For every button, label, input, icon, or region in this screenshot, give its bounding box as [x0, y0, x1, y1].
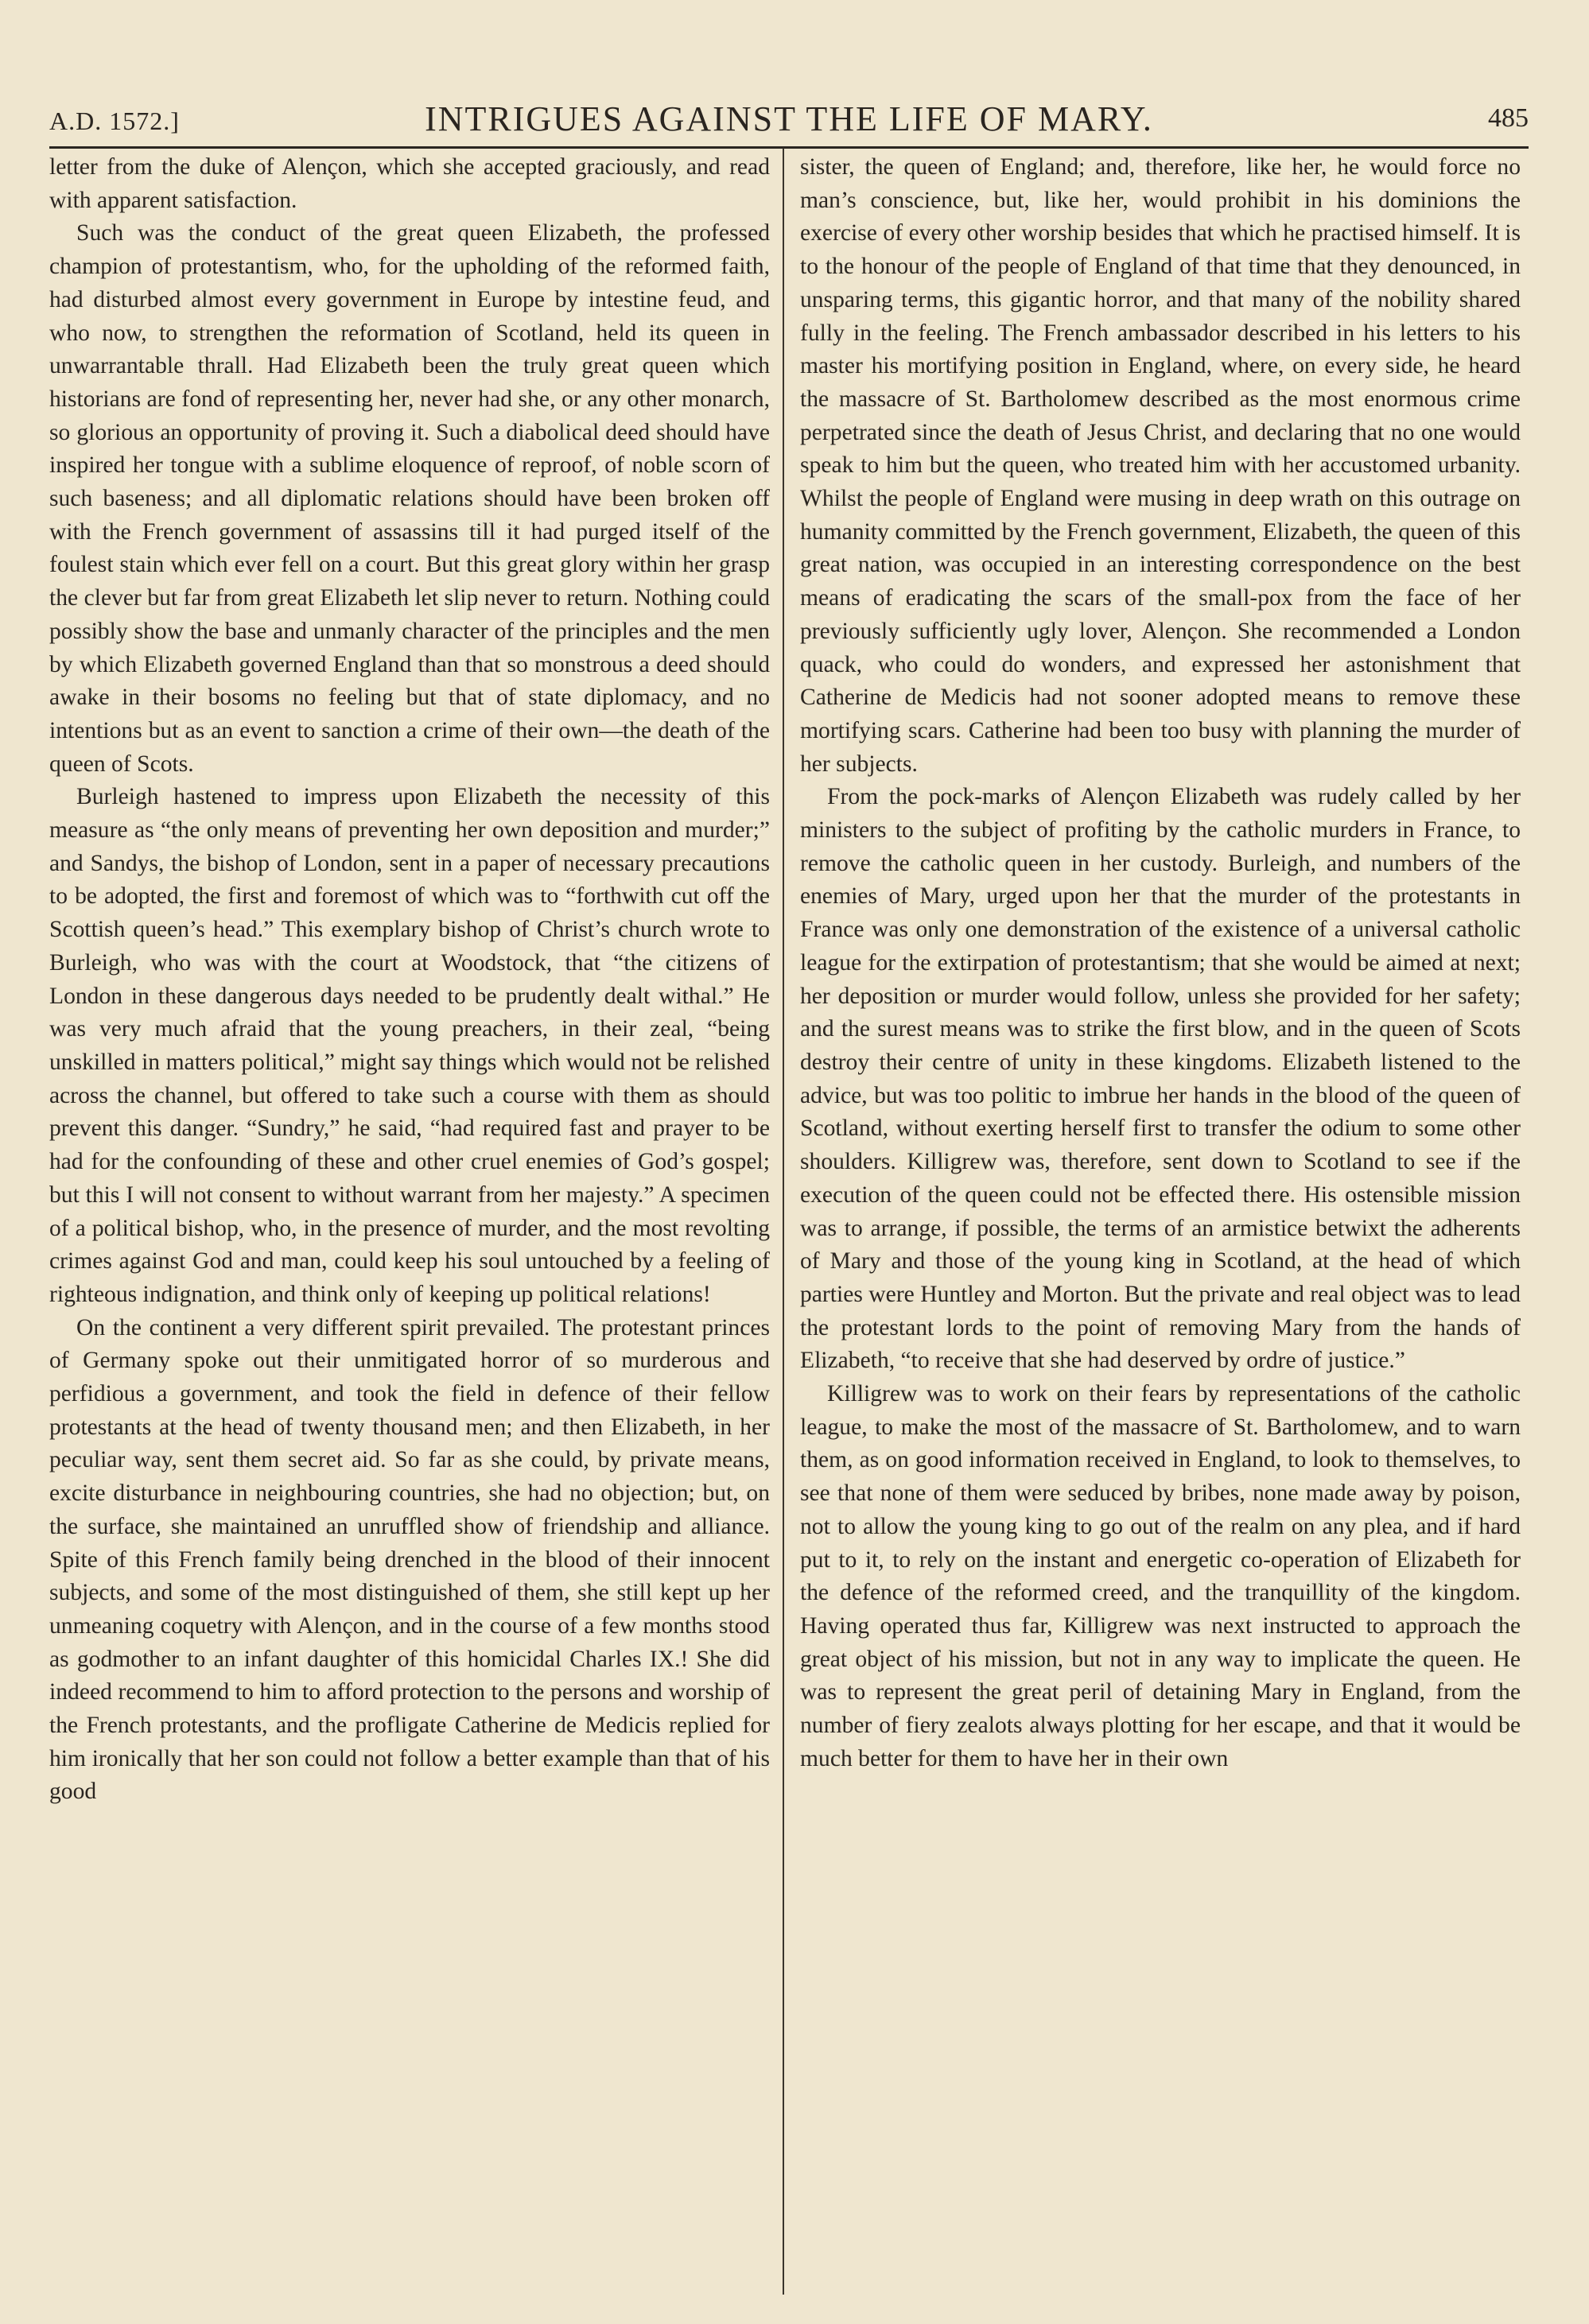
paragraph: From the pock-marks of Alençon Elizabeth was rudely called by her ministers to the subject of profiting by the catholic murders in France, to remove the catholic queen in her custody. Burleigh, and numbers of the enemies of Mary, urged upon her that the murder of the protestants in France was only one demonstration of the existence of a universal catholic league for the extirpation of protestantism; that she would be aimed at next; her deposition or murder would follow, unless she provided for her safety; and the surest means was to strike the first blow, and in the queen of Scots destroy their centre of unity in these kingdoms. Elizabeth listened to the advice, but was too politic to imbrue her hands in the blood of the queen of Scotland, without exerting herself first to transfer the odium to some other shoulders. Killigrew was, therefore, sent down to Scotland to see if the execution of the queen could not be effected there. His ostensible mission was to arrange, if possible, the terms of an armistice betwixt the adherents of Mary and those of the young king in Scotland, at the head of which parties were Huntley and Morton. But the private and real object was to lead the protestant lords to the point of removing Mary from the hands of Elizabeth, “to receive that she had deserved by ordre of justice.”: [800, 784, 1521, 1374]
running-header: [49, 95, 1529, 140]
header-rule: [49, 146, 1529, 149]
column-divider: [783, 148, 784, 2295]
paragraph: On the continent a very different spirit prevailed. The protestant princes of Germany spoke out their unmitigated horror of so murderous and perfidious a government, and took the field in defence of their fellow protestants at the head of twenty thousand men; and then Elizabeth, in her peculiar way, sent them secret aid. So far as she could, by private means, excite disturbance in neighbouring countries, she had no objection; but, on the surface, she maintained an unruffled show of friendship and alliance. Spite of this French family being drenched in the blood of their innocent subjects, and some of the most distinguished of them, she still kept up her unmeaning coquetry with Alençon, and in the course of a few months stood as godmother to an infant daughter of this homicidal Charles IX.! She did indeed recommend to him to afford protection to the persons and worship of the French protestants, and the profligate Catherine de Medicis replied for him ironically that her son could not follow a better example than that of his good: [49, 1314, 770, 1805]
paragraph: Killigrew was to work on their fears by representations of the catholic league, to make the most of the massacre of St. Bartholomew, and to warn them, as on good information received in England, to look to themselves, to see that none of them were seduced by bribes, none made away by poison, not to allow the young king to go out of the realm on any plea, and if hard put to it, to rely on the instant and energetic co-operation of Elizabeth for the defence of the reformed creed, and the tranquillity of the kingdom. Having operated thus far, Killigrew was next instructed to approach the great object of his mission, but not in any way to implicate the queen. He was to represent the great peril of detaining Mary in England, from the number of fiery zealots always plotting for her escape, and that it would be much better for them to have her in their own: [800, 1381, 1521, 1771]
header-date: A.D. 1572.]: [49, 107, 180, 135]
paragraph: letter from the duke of Alençon, which she accepted graciously, and read with apparent satisfaction.: [49, 154, 770, 213]
paragraph: sister, the queen of England; and, therefore, like her, he would force no man’s conscience, but, like her, would prohibit in his dominions the exercise of every other worship besides that which he practised himself. It is to the honour of the people of England of that time that they denounced, in unsparing terms, this gigantic horror, and that many of the nobility shared fully in the feeling. The French ambassador described in his letters to his master his mortifying position in England, where, on every side, he heard the massacre of St. Bartholomew described as the most enormous crime perpetrated since the death of Jesus Christ, and declaring that no one would speak to him but the queen, who treated him with her accustomed urbanity. Whilst the people of England were musing in deep wrath on this outrage on humanity committed by the French government, Elizabeth, the queen of this great nation, was occupied in an interesting correspondence on the best means of eradicating the scars of the small-pox from the face of her previously sufficiently ugly lover, Alençon. She recommended a London quack, who could do wonders, and expressed her astonishment that Catherine de Medicis had not sooner adopted means to remove these mortifying scars. Catherine had been too busy with planning the murder of her subjects.: [800, 154, 1521, 777]
page-number: 485: [1488, 103, 1529, 133]
header-title: INTRIGUES AGAINST THE LIFE OF MARY.: [425, 99, 1153, 138]
left-column: [49, 151, 770, 2298]
right-column: [800, 151, 1521, 2298]
paragraph: Such was the conduct of the great queen Elizabeth, the professed champion of protestantism, who, for the upholding of the reformed faith, had disturbed almost every government in Europe by intestine feud, and who now, to strengthen the reformation of Scotland, held its queen in unwarrantable thrall. Had Elizabeth been the truly great queen which historians are fond of representing her, never had she, or any other monarch, so glorious an opportunity of proving it. Such a diabolical deed should have inspired her tongue with a sublime eloquence of reproof, of noble scorn of such baseness; and all diplomatic relations should have been broken off with the French government of assassins till it had purged itself of the foulest stain which ever fell on a court. But this great glory within her grasp the clever but far from great Elizabeth let slip never to return. Nothing could possibly show the base and unmanly character of the principles and the men by which Elizabeth governed England than that so monstrous a deed should awake in their bosoms no feeling but that of state diplomacy, and no intentions but as an event to sanction a crime of their own—the death of the queen of Scots.: [49, 220, 770, 777]
paragraph: Burleigh hastened to impress upon Elizabeth the necessity of this measure as “the only means of preventing her own deposition and murder;” and Sandys, the bishop of London, sent in a paper of necessary precautions to be adopted, the first and foremost of which was to “forthwith cut off the Scottish queen’s head.” This exemplary bishop of Christ’s church wrote to Burleigh, who was with the court at Woodstock, that “the citizens of London in these dangerous days needed to be prudently dealt withal.” He was very much afraid that the young preachers, in their zeal, “being unskilled in matters political,” might say things which would not be relished across the channel, but offered to take such a course with them as should prevent this danger. “Sundry,” he said, “had required fast and prayer to be had for the confounding of these and other cruel enemies of God’s gospel; but this I will not consent to without warrant from her majesty.” A specimen of a political bishop, who, in the presence of murder, and the most revolting crimes against God and man, could keep his soul untouched by a feeling of righteous indignation, and think only of keeping up political relations!: [49, 784, 770, 1307]
